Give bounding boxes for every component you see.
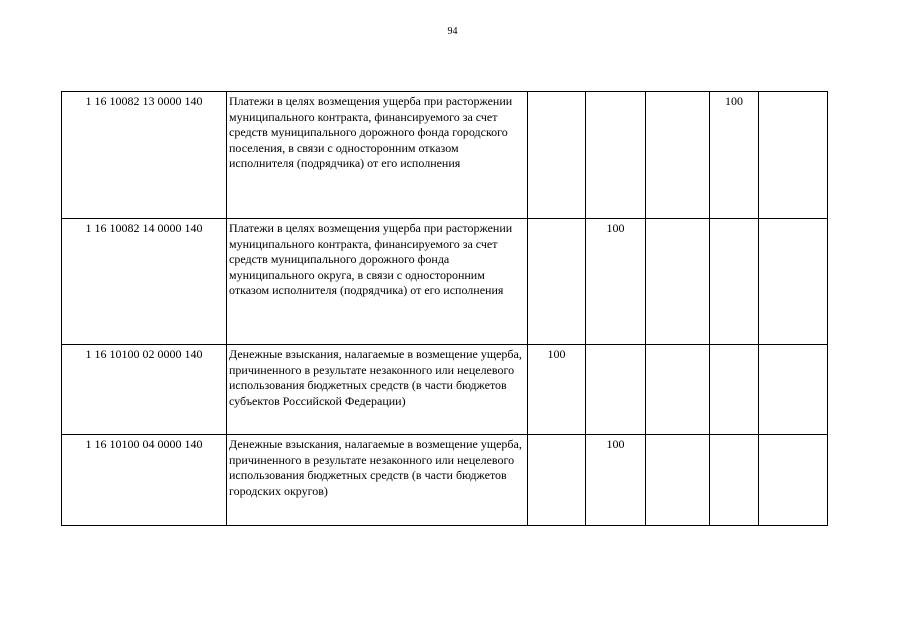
revenue-description-cell: Денежные взыскания, налагаемые в возмещение ущерба, причиненного в результате незаконного или нецелевого использования бюджетных средств (в части бюджетов субъектов Российской Федерации) — [227, 345, 528, 435]
revenue-code-cell: 1 16 10100 02 0000 140 — [62, 345, 227, 435]
percent-cell — [528, 92, 586, 219]
percent-cell — [586, 92, 646, 219]
percent-cell — [528, 219, 586, 345]
revenue-code-cell: 1 16 10082 13 0000 140 — [62, 92, 227, 219]
percent-cell — [710, 435, 759, 526]
revenue-description-cell: Платежи в целях возмещения ущерба при расторжении муниципального контракта, финансируемого за счет средств муниципального дорожного фонда городского поселения, в связи с односторонним отказом исполнителя (подрядчика) от его исполнения — [227, 92, 528, 219]
percent-cell — [759, 92, 828, 219]
revenue-code-cell: 1 16 10100 04 0000 140 — [62, 435, 227, 526]
revenue-description-cell: Платежи в целях возмещения ущерба при расторжении муниципального контракта, финансируемого за счет средств муниципального дорожного фонда муниципального округа, в связи с односторонним отказом исполнителя (подрядчика) от его исполнения — [227, 219, 528, 345]
percent-cell — [646, 345, 710, 435]
percent-cell: 100 — [528, 345, 586, 435]
table-row — [62, 92, 828, 219]
revenue-code-cell: 1 16 10082 14 0000 140 — [62, 219, 227, 345]
percent-cell — [759, 219, 828, 345]
percent-cell — [646, 92, 710, 219]
percent-cell — [646, 219, 710, 345]
percent-cell — [586, 345, 646, 435]
page-number: 94 — [447, 26, 458, 37]
table-row — [62, 435, 828, 526]
revenue-distribution-table — [61, 91, 828, 526]
percent-cell — [646, 435, 710, 526]
percent-cell — [710, 219, 759, 345]
table-row — [62, 345, 828, 435]
percent-cell: 100 — [586, 435, 646, 526]
percent-cell — [759, 435, 828, 526]
percent-cell: 100 — [586, 219, 646, 345]
percent-cell — [759, 345, 828, 435]
revenue-description-cell: Денежные взыскания, налагаемые в возмещение ущерба, причиненного в результате незаконного или нецелевого использования бюджетных средств (в части бюджетов городских округов) — [227, 435, 528, 526]
percent-cell: 100 — [710, 92, 759, 219]
table-row — [62, 219, 828, 345]
percent-cell — [528, 435, 586, 526]
percent-cell — [710, 345, 759, 435]
